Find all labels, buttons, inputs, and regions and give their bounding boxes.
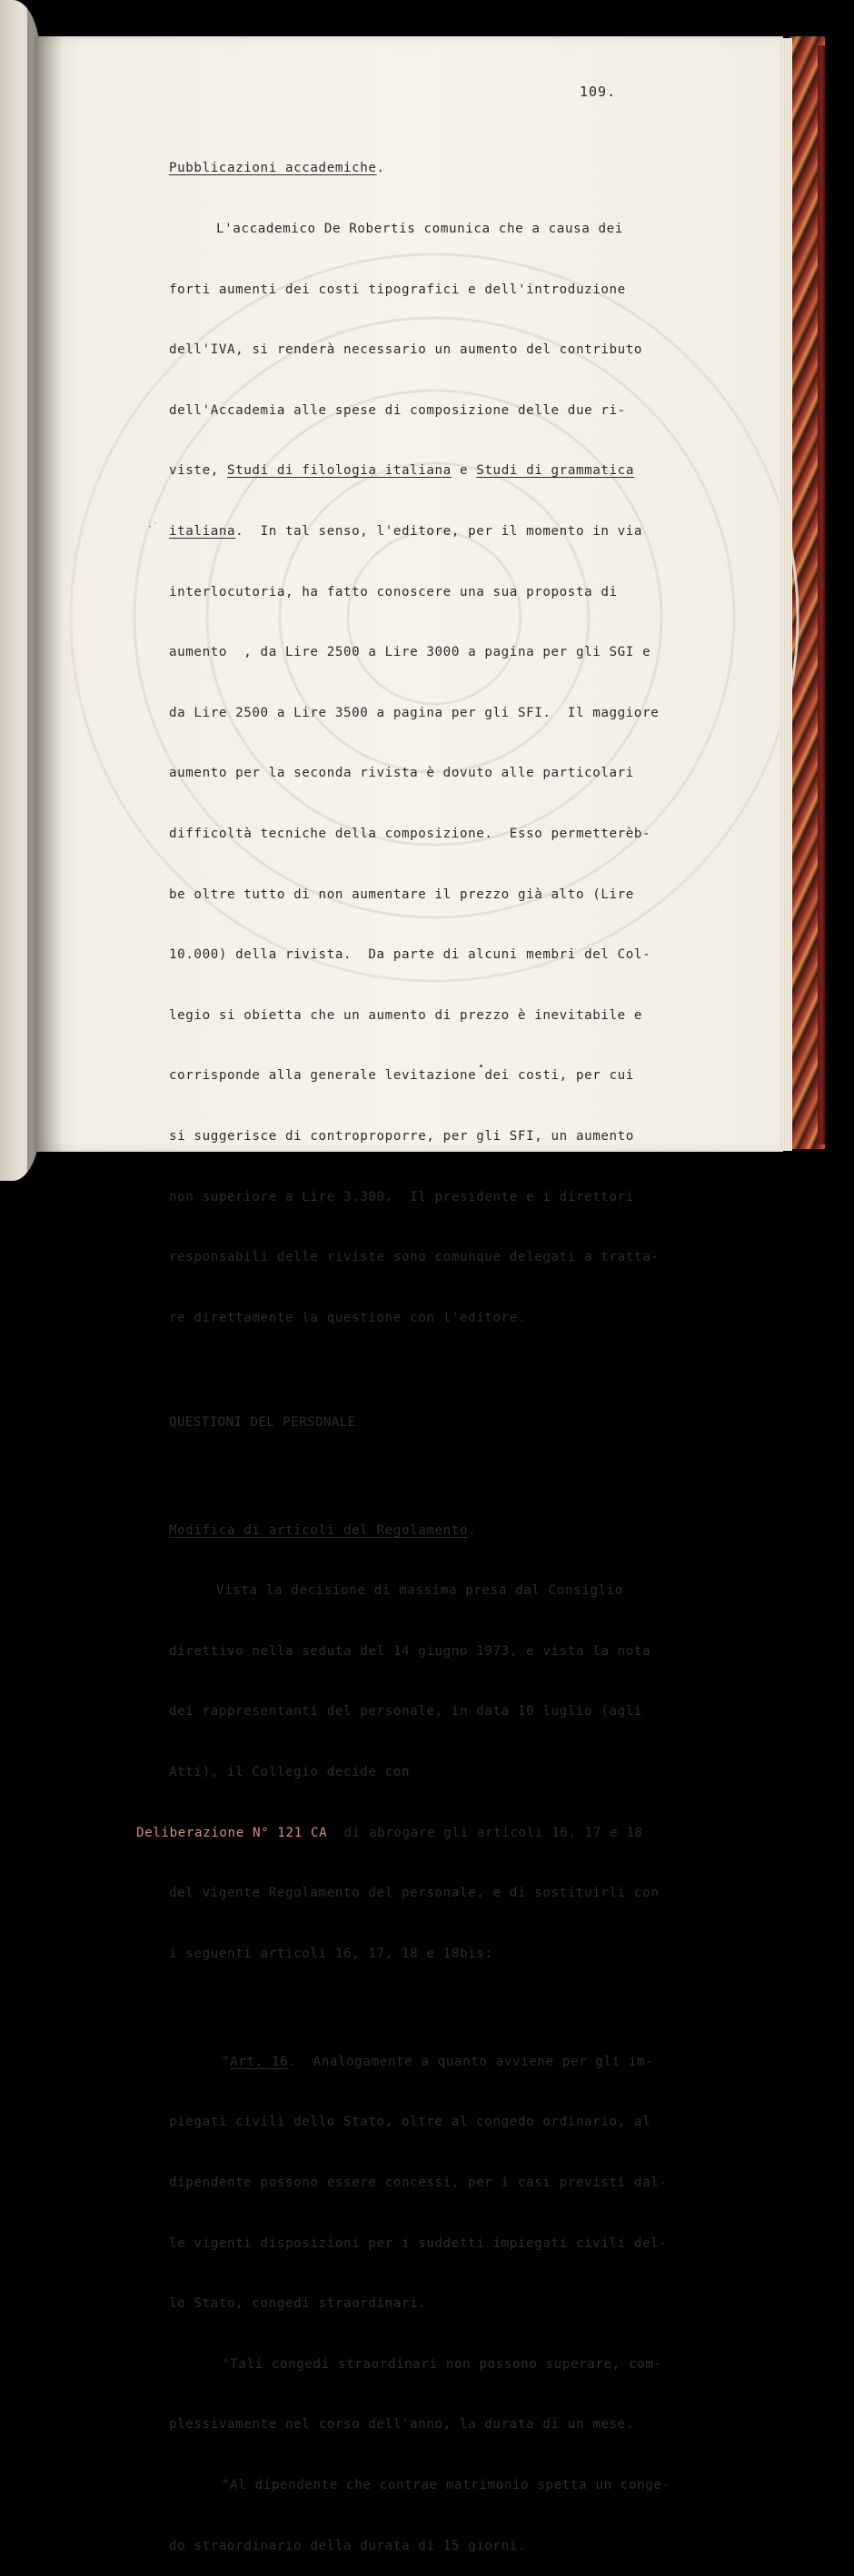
- deliberation-line: [136, 1823, 645, 1843]
- body-line: responsabili delle riviste sono comunque delegati a tratta-: [169, 1250, 660, 1265]
- journal-title-grammatica: Studi di grammatica: [476, 463, 634, 479]
- section-heading-personnel: QUESTIONI DEL PERSONALE: [169, 1414, 356, 1430]
- page-number: 109.: [580, 84, 617, 100]
- text-fragment: . In tal senso, l'editore, per il momento in via: [235, 523, 643, 539]
- body-line: non superiore a Lire 3.300. Il presidente e i direttori: [169, 1189, 634, 1204]
- body-line: i seguenti articoli 16, 17, 18 e 18bis:: [169, 1946, 493, 1961]
- binding-edge: [818, 45, 825, 1144]
- body-line: aumento , da Lire 2500 a Lire 3000 a pagina per gli SGI e: [169, 645, 651, 660]
- text-fragment: e: [451, 463, 477, 479]
- body-line: Vista la decisione di massima presa dal Consiglio: [216, 1583, 623, 1599]
- heading-line: [169, 1521, 678, 1541]
- body-line: legio si obietta che un aumento di prezzo è inevitabile e: [169, 1007, 643, 1023]
- text-fragment: viste,: [169, 463, 227, 479]
- deliberation-stamp: Deliberazione N° 121 CA: [136, 1825, 328, 1840]
- body-line: da Lire 2500 a Lire 3500 a pagina per gli SFI. Il maggiore: [169, 705, 660, 720]
- heading-punctuation: .: [376, 161, 385, 176]
- quote-line: lo Stato, congedi straordinari.: [169, 2296, 427, 2312]
- quote-line: do straordinario della durata di 15 giorni.: [169, 2538, 527, 2553]
- quote-line: [169, 2052, 678, 2072]
- quote-line: dipendente possono essere concessi, per i casi previsti dal-: [169, 2175, 668, 2191]
- stray-dot: [480, 1065, 482, 1067]
- body-line: be oltre tutto di non aumentare il prezzo già alto (Lire: [169, 887, 634, 902]
- body-line: [169, 521, 678, 541]
- heading-line: [169, 158, 678, 178]
- body-line: 10.000) della rivista. Da parte di alcuni membri del Col-: [169, 947, 651, 963]
- quote-line: piegati civili dello Stato, oltre al congedo ordinario, al: [169, 2115, 651, 2130]
- text-fragment: di abrogare gli articoli 16, 17 e 18: [327, 1825, 643, 1840]
- body-line: direttivo nella seduta del 14 giugno 1973, e vista la nota: [169, 1643, 651, 1659]
- body-line: aumento per la seconda rivista è dovuto alle particolari: [169, 766, 634, 781]
- body-line: dell'Accademia alle spese di composizione delle due ri-: [169, 402, 626, 418]
- heading-punctuation: .: [468, 1522, 477, 1538]
- journal-title-filologia: Studi di filologia italiana: [227, 463, 452, 479]
- body-line: dell'IVA, si renderà necessario un aumento del contributo: [169, 342, 643, 358]
- body-line: corrisponde alla generale levitazione dei costi, per cui: [169, 1068, 634, 1084]
- text-fragment: . Analogamente a quanto avviene per gli im-: [288, 2054, 654, 2069]
- body-line: del vigente Regolamento del personale, e di sostituirli con: [169, 1886, 660, 1901]
- body-line: forti aumenti dei costi tipografici e dell'introduzione: [169, 282, 626, 297]
- body-line: interlocutoria, ha fatto conoscere una sua proposta di: [169, 584, 618, 599]
- quote-line: "Tali congedi straordinari non possono superare, com-: [222, 2356, 662, 2372]
- article-label: Art. 16: [230, 2054, 289, 2069]
- quote-line: le vigenti disposizioni per i suddetti impiegati civili del-: [169, 2235, 668, 2251]
- body-line: difficoltà tecniche della composizione. Esso permetterèb-: [169, 826, 651, 841]
- body-line: L'accademico De Robertis comunica che a causa dei: [216, 222, 623, 236]
- body-line: si suggerisce di controproporre, per gli SFI, un aumento: [169, 1128, 634, 1144]
- section-heading-publications: Pubblicazioni accademiche: [169, 161, 377, 176]
- body-line: [169, 461, 678, 481]
- body-line: re direttamente la questione con l'editore.: [169, 1310, 527, 1325]
- quote-mark: ": [222, 2054, 231, 2069]
- page-stack-edge: [780, 38, 792, 1151]
- gutter-shadow: [27, 0, 64, 1181]
- typed-text-body: [136, 118, 678, 2576]
- stray-mark: ·˙: [147, 522, 159, 532]
- quote-line: plessivamente nel corso dell'anno, la durata di un mese.: [169, 2417, 634, 2432]
- section-heading-regulation: Modifica di articoli del Regolamento: [169, 1522, 469, 1538]
- body-line: Atti), il Collegio decide con: [169, 1765, 411, 1780]
- journal-title-grammatica-end: italiana: [169, 523, 236, 539]
- body-line: dei rappresentanti del personale, in data 10 luglio (agli: [169, 1704, 643, 1719]
- quote-line: "Al dipendente che contrae matrimonio spetta un conge-: [222, 2478, 670, 2492]
